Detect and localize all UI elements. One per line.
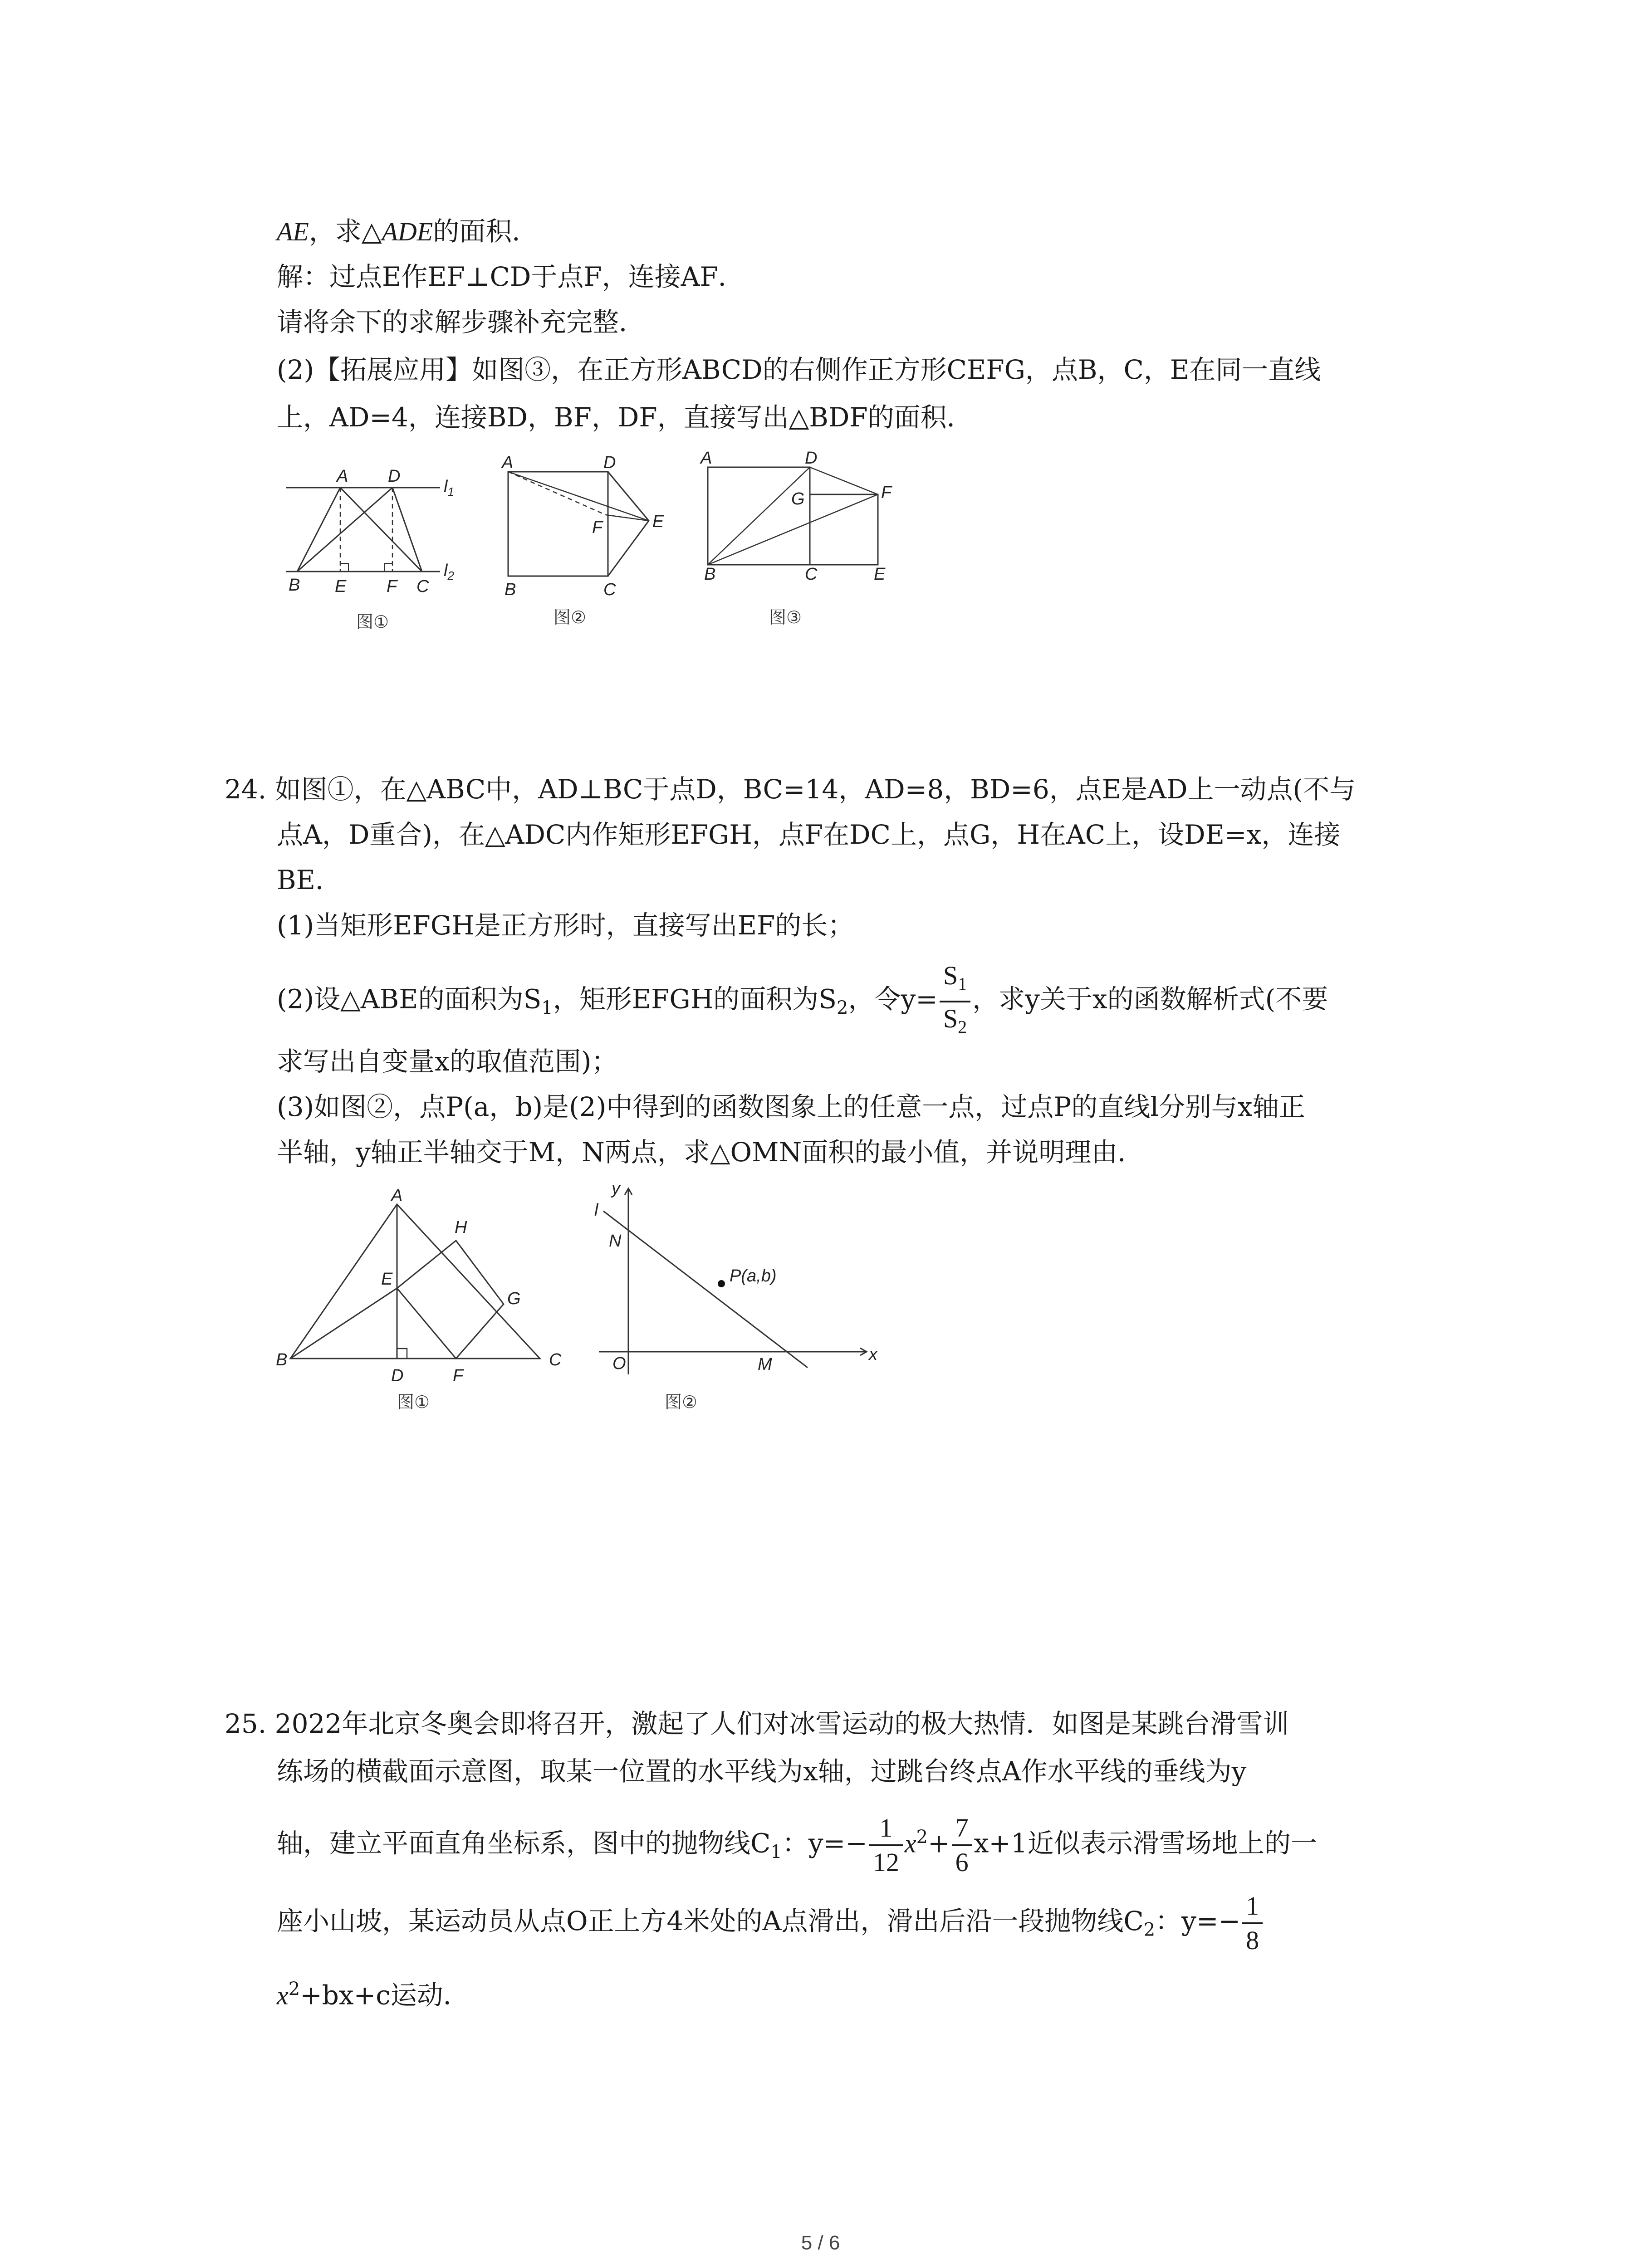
q24-fig1-point-A: A (391, 1188, 403, 1205)
q24-line-2: 点A，D重合)，在△ADC内作矩形EFGH，点F在DC上，点G，H在AC上，设DE=x，连接 (277, 819, 1341, 850)
q24-figure-1-caption: 图① (397, 1392, 430, 1412)
q24-fig1-point-F: F (453, 1366, 464, 1385)
q24-fig1-point-E: E (381, 1270, 393, 1289)
q24-fig2-label-y: y (612, 1179, 620, 1198)
q24-fig1-point-G: G (507, 1289, 521, 1308)
q23-fig1-point-D: D (388, 467, 401, 486)
q23-fig2-point-F: F (592, 518, 603, 537)
q23-figure-1 (272, 467, 485, 608)
q24-fig2-point-P: P(a,b) (730, 1266, 777, 1286)
q23-fig1-label-l2: $l_2$ (444, 561, 454, 582)
q24-line-5: (2)设△ABE的面积为$S_1$，矩形EFGH的面积为$S_2$，令y= $\frac{S_1}{S_2}$ ，求y关于x的函数解析式(不要 (277, 959, 1328, 1032)
q24-figure-1 (272, 1188, 581, 1388)
q23-fig3-point-A: A (700, 449, 712, 468)
q23-line-5: 上，AD=4，连接BD，BF，DF，直接写出△BDF的面积． (277, 402, 973, 433)
q24-fig2-label-l: l (594, 1201, 598, 1220)
q23-fig3-point-C: C (805, 565, 818, 581)
q25-line-2: 练场的横截面示意图，取某一位置的水平线为x轴，过跳台终点A作水平线的垂线为y (277, 1756, 1247, 1787)
q23-fig2-point-A: A (502, 454, 514, 472)
q23-fig3-point-D: D (805, 449, 818, 468)
q23-figure-2 (495, 454, 685, 603)
q23-line-3: 请将余下的求解步骤补充完整． (277, 307, 646, 337)
q23-fig1-point-E: E (335, 577, 347, 596)
q23-figure-3 (694, 449, 930, 581)
q24-fig1-point-H: H (455, 1218, 467, 1237)
q23-fig3-point-E: E (874, 565, 886, 581)
q25-fraction-1-12: $\frac{1}{12}$ (869, 1812, 903, 1879)
q23-fig3-point-F: F (881, 483, 892, 502)
q24-fig1-point-B: B (276, 1350, 288, 1369)
q24-fraction-s1-s2: $\frac{S_1}{S_2}$ (940, 959, 970, 1043)
q24-line-6: 求写出自变量x的取值范围)； (277, 1046, 618, 1077)
q24-fig2-point-N: N (609, 1232, 622, 1251)
q24-fig2-label-x: x (869, 1345, 877, 1364)
q23-fig2-point-E: E (652, 512, 664, 531)
q24-line-1: 24. 如图①，在△ABC中，AD⊥BC于点D，BC=14，AD=8，BD=6，点E是AD上一动点(不与 (225, 774, 1356, 805)
q24-figure-2 (585, 1179, 885, 1379)
q23-fig3-point-B: B (704, 565, 716, 581)
q23-fig1-point-B: B (289, 576, 300, 595)
q23-fig2-point-B: B (505, 580, 516, 599)
q24-line-7: (3)如图②，点P(a，b)是(2)中得到的函数图象上的任意一点，过点P的直线l分别与x轴正 (277, 1091, 1305, 1122)
q25-line-1: 25. 2022年北京冬奥会即将召开，激起了人们对冰雪运动的极大热情．如图是某跳台滑雪训 (225, 1708, 1289, 1739)
q23-figure-1-caption: 图① (356, 612, 389, 632)
q25-line-4: 座小山坡，某运动员从点O正上方4米处的A点滑出，滑出后沿一段抛物线$C_2$：y=− $\frac{1}{8}$ (277, 1887, 1264, 1960)
q23-figure-2-caption: 图② (554, 607, 587, 627)
q24-fig1-point-C: C (549, 1350, 562, 1369)
page-number: 5 / 6 (801, 2232, 840, 2254)
q23-fig2-point-D: D (603, 454, 616, 472)
q24-fig1-point-D: D (391, 1366, 404, 1385)
q23-fig1-point-C: C (416, 577, 429, 596)
q24-fig2-point-O: O (612, 1354, 626, 1373)
q24-line-4: (1)当矩形EFGH是正方形时，直接写出EF的长； (277, 910, 854, 941)
q25-line-3: 轴，建立平面直角坐标系，图中的抛物线$C_1$：y=− $\frac{1}{12}$ $x^2+$ $\frac{7}{6}$ x+1近似表示滑雪场地上的一 (277, 1803, 1317, 1876)
q23-fig1-label-l1: $l_1$ (444, 477, 454, 499)
q23-fig2-point-C: C (603, 580, 616, 599)
q25-fraction-1-8: $\frac{1}{8}$ (1242, 1890, 1263, 1957)
q24-figure-2-caption: 图② (665, 1392, 698, 1412)
q23-line-2: 解：过点E作EF⊥CD于点F，连接AF． (277, 261, 745, 292)
q24-fig2-point-P-marker (718, 1280, 725, 1287)
q23-line-4: (2)【拓展应用】如图③，在正方形ABCD的右侧作正方形CEFG，点B，C，E在同一直线 (277, 354, 1321, 385)
q24-line-3: BE． (277, 865, 342, 895)
q23-figure-3-caption: 图③ (769, 607, 802, 627)
q24-line-8: 半轴，y轴正半轴交于M，N两点，求△OMN面积的最小值，并说明理由． (277, 1137, 1144, 1168)
q25-fraction-7-6: $\frac{7}{6}$ (952, 1812, 972, 1879)
q25-line-5: $x^2+bx+c$运动． (277, 1979, 470, 2011)
q23-line-1: AE，求△ADE的面积． (277, 216, 539, 247)
q23-fig1-point-F: F (387, 577, 397, 596)
q23-fig3-point-G: G (791, 489, 805, 508)
q23-fig1-point-A: A (337, 467, 348, 486)
q24-fig2-point-M: M (758, 1355, 772, 1374)
